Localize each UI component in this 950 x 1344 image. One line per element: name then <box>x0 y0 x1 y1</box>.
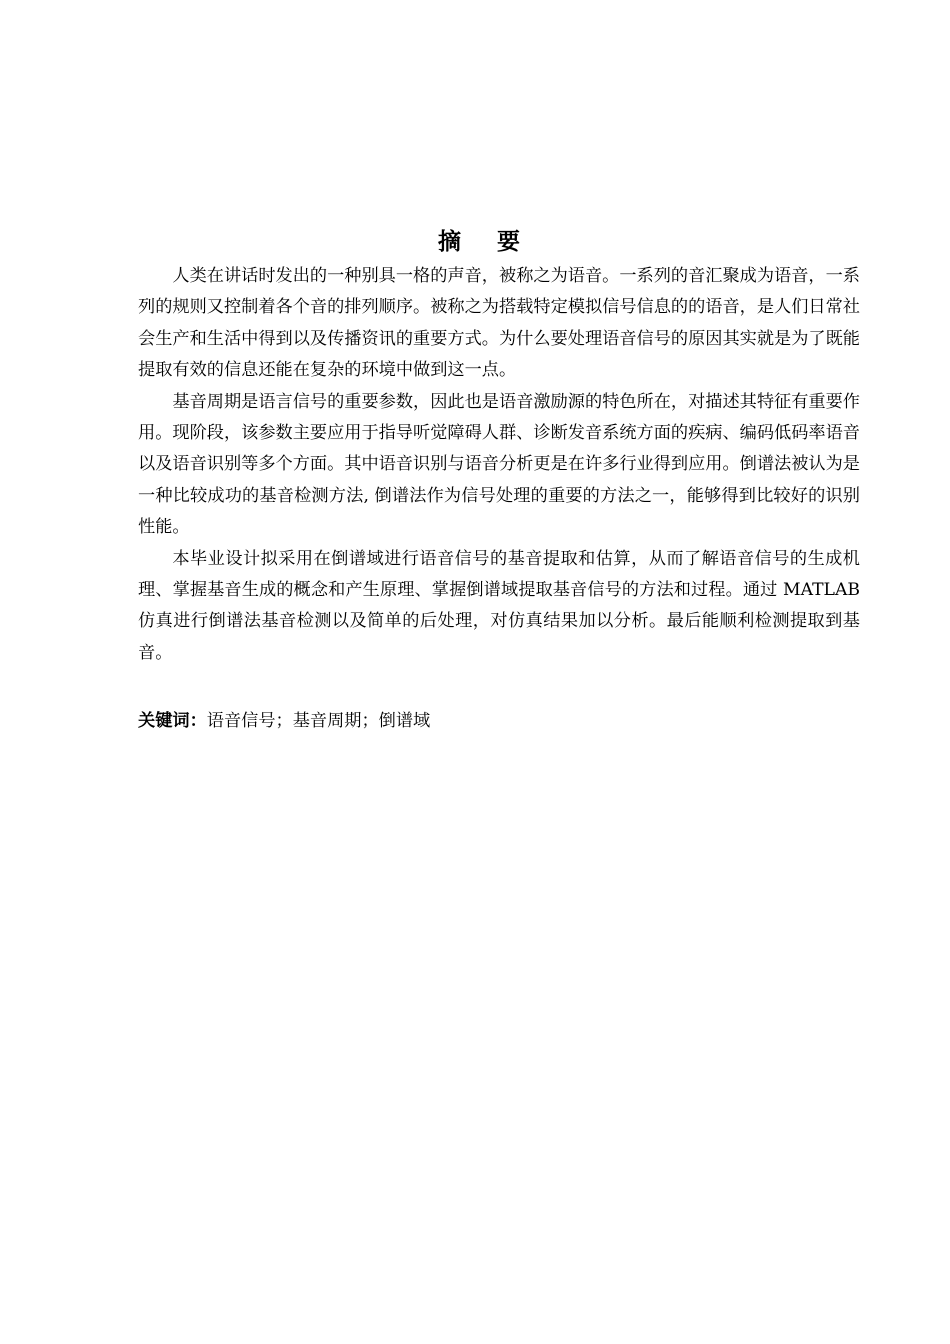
abstract-paragraph-2: 基音周期是语言信号的重要参数，因此也是语音激励源的特色所在，对描述其特征有重要作用。现阶段，该参数主要应用于指导听觉障碍人群、诊断发音系统方面的疾病、编码低码率语音以及语音识别等多个方面。其中语音识别与语音分析更是在许多行业得到应用。倒谱法被认为是一种比较成功的基音检测方法, 倒谱法作为信号处理的重要的方法之一，能够得到比较好的识别性能。 <box>138 391 860 538</box>
keywords-value: 语音信号；基音周期；倒谱域 <box>206 711 431 731</box>
abstract-title: 摘 要 <box>437 229 534 255</box>
abstract-body <box>138 261 860 669</box>
abstract-paragraph-1: 人类在讲话时发出的一种别具一格的声音，被称之为语音。一系列的音汇聚成为语音，一系列的规则又控制着各个音的排列顺序。被称之为搭载特定模拟信号信息的的语音，是人们日常社会生产和生活中得到以及传播资讯的重要方式。为什么要处理语音信号的原因其实就是为了既能提取有效的信息还能在复杂的环境中做到这一点。 <box>138 266 860 381</box>
keywords-line <box>138 707 430 735</box>
keywords-label: 关键词： <box>138 711 207 731</box>
abstract-paragraph-3: 本毕业设计拟采用在倒谱域进行语音信号的基音提取和估算，从而了解语音信号的生成机理、掌握基音生成的概念和产生原理、掌握倒谱域提取基音信号的方法和过程。通过 MATLAB 仿真进行倒谱法基音检测以及简单的后处理，对仿真结果加以分析。最后能顺利检测提取到基音。 <box>138 548 860 663</box>
